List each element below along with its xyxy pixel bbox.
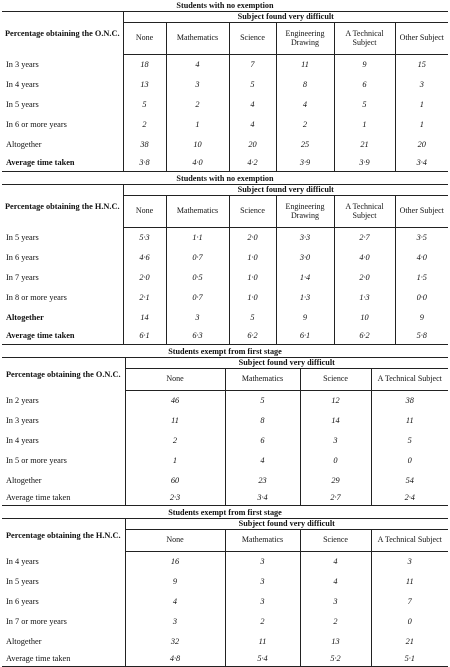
table-cell: 2 xyxy=(276,115,334,135)
column-header: A Technical Subject xyxy=(371,530,448,552)
table-hncexempt xyxy=(2,508,448,667)
group-header: Subject found very difficult xyxy=(123,185,448,196)
table-cell: 9 xyxy=(334,55,395,75)
column-header: Other Subject xyxy=(395,196,448,228)
table-cell: 3 xyxy=(300,592,371,612)
table-row xyxy=(2,135,448,155)
row-label: In 4 years xyxy=(6,80,39,89)
table-cell: 3·9 xyxy=(276,155,334,172)
table-cell: 3·3 xyxy=(276,228,334,248)
table-cell: 0·0 xyxy=(395,288,448,308)
data-table xyxy=(2,518,448,667)
table-cell: 4·8 xyxy=(125,652,225,667)
table-cell: 16 xyxy=(125,552,225,572)
table-row xyxy=(2,411,448,431)
table-row xyxy=(2,552,448,572)
table-cell: 21 xyxy=(371,632,448,652)
data-table xyxy=(2,184,448,345)
table-row xyxy=(2,55,448,75)
table-cell: 12 xyxy=(300,391,371,411)
table-cell: 4 xyxy=(125,592,225,612)
table-cell: 5 xyxy=(371,431,448,451)
table-row xyxy=(2,228,448,248)
table-cell: 5 xyxy=(225,391,300,411)
row-label: Altogether xyxy=(6,476,42,485)
table-cell: 5·2 xyxy=(300,652,371,667)
table-cell: 60 xyxy=(125,471,225,491)
column-header: Other Subject xyxy=(395,23,448,55)
table-cell: 7 xyxy=(229,55,276,75)
table-cell: 2·3 xyxy=(125,491,225,506)
table-cell: 1 xyxy=(334,115,395,135)
table-cell: 2·0 xyxy=(123,268,166,288)
table-cell: 11 xyxy=(276,55,334,75)
section-title: Students with no exemption xyxy=(176,174,274,183)
table-cell: 4 xyxy=(166,55,229,75)
table-cell: 0 xyxy=(371,612,448,632)
table-cell: 4·0 xyxy=(395,248,448,268)
table-row xyxy=(2,652,448,667)
table-row xyxy=(2,75,448,95)
table-cell: 3 xyxy=(371,552,448,572)
table-cell: 2 xyxy=(166,95,229,115)
table-row xyxy=(2,391,448,411)
group-header: Subject found very difficult xyxy=(123,12,448,23)
table-cell: 6·1 xyxy=(123,328,166,345)
row-label: Altogether xyxy=(6,637,42,646)
table-cell: 2·0 xyxy=(334,268,395,288)
column-header: A Technical Subject xyxy=(371,369,448,391)
corner-header: Percentage obtaining the O.N.C. xyxy=(4,28,120,38)
row-label: Average time taken xyxy=(2,328,123,345)
row-label: In 6 years xyxy=(6,597,39,606)
table-cell: 1 xyxy=(125,451,225,471)
column-header: A Technical Subject xyxy=(334,23,395,55)
table-cell: 3·8 xyxy=(123,155,166,172)
table-cell: 1 xyxy=(166,115,229,135)
table-cell: 11 xyxy=(125,411,225,431)
table-cell: 13 xyxy=(300,632,371,652)
table-cell: 0·5 xyxy=(166,268,229,288)
table-row xyxy=(2,572,448,592)
group-header: Subject found very difficult xyxy=(125,358,448,369)
table-cell: 2 xyxy=(125,431,225,451)
table-cell: 9 xyxy=(395,308,448,328)
table-row xyxy=(2,471,448,491)
table-cell: 3 xyxy=(166,308,229,328)
table-cell: 0 xyxy=(300,451,371,471)
table-cell: 46 xyxy=(125,391,225,411)
row-label: In 4 years xyxy=(6,557,39,566)
table-cell: 6·2 xyxy=(334,328,395,345)
column-header: Mathematics xyxy=(166,23,229,55)
table-cell: 11 xyxy=(371,572,448,592)
table-cell: 13 xyxy=(123,75,166,95)
table-cell: 4·6 xyxy=(123,248,166,268)
table-cell: 14 xyxy=(300,411,371,431)
column-header: Engineering Drawing xyxy=(276,196,334,228)
column-header: Science xyxy=(300,369,371,391)
table-cell: 2·4 xyxy=(371,491,448,506)
row-label: In 8 or more years xyxy=(6,293,67,302)
table-cell: 1·0 xyxy=(229,288,276,308)
table-cell: 38 xyxy=(371,391,448,411)
row-label: In 5 or more years xyxy=(6,456,67,465)
table-cell: 25 xyxy=(276,135,334,155)
table-cell: 3 xyxy=(300,431,371,451)
table-cell: 4 xyxy=(225,451,300,471)
column-header: None xyxy=(125,369,225,391)
table-cell: 3 xyxy=(125,612,225,632)
table-cell: 3·0 xyxy=(276,248,334,268)
row-label: In 7 years xyxy=(6,273,39,282)
column-header: Mathematics xyxy=(225,369,300,391)
table-cell: 10 xyxy=(166,135,229,155)
section-title: Students exempt from first stage xyxy=(168,508,282,517)
table-cell: 2·7 xyxy=(300,491,371,506)
table-cell: 8 xyxy=(225,411,300,431)
table-cell: 5·3 xyxy=(123,228,166,248)
row-label: Average time taken xyxy=(2,155,123,172)
table-cell: 18 xyxy=(123,55,166,75)
table-cell: 8 xyxy=(276,75,334,95)
table-row xyxy=(2,451,448,471)
table-cell: 1·3 xyxy=(334,288,395,308)
corner-header: Percentage obtaining the O.N.C. xyxy=(5,369,121,379)
table-oncexempt xyxy=(2,347,448,506)
column-header: Science xyxy=(229,23,276,55)
section-title: Students with no exemption xyxy=(176,1,274,10)
table-cell: 7 xyxy=(371,592,448,612)
table-cell: 6 xyxy=(334,75,395,95)
table-cell: 21 xyxy=(334,135,395,155)
table-cell: 2 xyxy=(225,612,300,632)
table-cell: 1 xyxy=(395,95,448,115)
table-cell: 5 xyxy=(229,308,276,328)
table-cell: 3·9 xyxy=(334,155,395,172)
table-cell: 14 xyxy=(123,308,166,328)
table-hncnoexempt xyxy=(2,174,448,345)
table-cell: 1·1 xyxy=(166,228,229,248)
table-cell: 2·0 xyxy=(229,228,276,248)
document-page xyxy=(2,1,448,667)
section-title: Students exempt from first stage xyxy=(168,347,282,356)
table-cell: 11 xyxy=(371,411,448,431)
table-cell: 2·1 xyxy=(123,288,166,308)
table-cell: 20 xyxy=(395,135,448,155)
row-label: Average time taken xyxy=(2,652,125,667)
table-row xyxy=(2,632,448,652)
table-cell: 6·1 xyxy=(276,328,334,345)
table-cell: 6·2 xyxy=(229,328,276,345)
table-cell: 3 xyxy=(225,592,300,612)
table-cell: 1·5 xyxy=(395,268,448,288)
table-cell: 9 xyxy=(276,308,334,328)
column-header: Science xyxy=(229,196,276,228)
table-cell: 9 xyxy=(125,572,225,592)
table-cell: 6 xyxy=(225,431,300,451)
table-cell: 3 xyxy=(225,552,300,572)
corner-header: Percentage obtaining the H.N.C. xyxy=(5,530,121,540)
column-header: Mathematics xyxy=(166,196,229,228)
table-cell: 5·4 xyxy=(225,652,300,667)
column-header: Mathematics xyxy=(225,530,300,552)
table-cell: 3 xyxy=(395,75,448,95)
table-cell: 32 xyxy=(125,632,225,652)
table-cell: 0·7 xyxy=(166,248,229,268)
table-row xyxy=(2,592,448,612)
row-label: Altogether xyxy=(6,313,44,322)
column-header: None xyxy=(123,196,166,228)
table-cell: 4·0 xyxy=(166,155,229,172)
group-header: Subject found very difficult xyxy=(125,519,448,530)
row-label: In 6 years xyxy=(6,253,39,262)
table-row xyxy=(2,288,448,308)
row-label: In 3 years xyxy=(6,60,39,69)
data-table xyxy=(2,11,448,172)
row-label: In 5 years xyxy=(6,233,39,242)
column-header: A Technical Subject xyxy=(334,196,395,228)
table-cell: 4 xyxy=(276,95,334,115)
table-cell: 2·7 xyxy=(334,228,395,248)
table-cell: 1·3 xyxy=(276,288,334,308)
table-cell: 4 xyxy=(300,572,371,592)
table-cell: 11 xyxy=(225,632,300,652)
table-cell: 3 xyxy=(225,572,300,592)
table-cell: 10 xyxy=(334,308,395,328)
table-row xyxy=(2,612,448,632)
table-cell: 0 xyxy=(371,451,448,471)
table-cell: 5·8 xyxy=(395,328,448,345)
row-label: In 4 years xyxy=(6,436,39,445)
table-cell: 54 xyxy=(371,471,448,491)
table-oncnoexempt xyxy=(2,1,448,172)
table-cell: 1 xyxy=(395,115,448,135)
table-cell: 20 xyxy=(229,135,276,155)
table-cell: 38 xyxy=(123,135,166,155)
table-cell: 4·0 xyxy=(334,248,395,268)
row-label: In 5 years xyxy=(6,577,39,586)
table-row xyxy=(2,328,448,345)
table-row xyxy=(2,95,448,115)
table-row xyxy=(2,308,448,328)
row-label: In 5 years xyxy=(6,100,39,109)
table-cell: 1·4 xyxy=(276,268,334,288)
table-cell: 4·2 xyxy=(229,155,276,172)
row-label: In 7 or more years xyxy=(6,617,67,626)
table-cell: 15 xyxy=(395,55,448,75)
table-cell: 2 xyxy=(123,115,166,135)
table-cell: 4 xyxy=(229,115,276,135)
table-cell: 5 xyxy=(334,95,395,115)
table-row xyxy=(2,115,448,135)
column-header: None xyxy=(123,23,166,55)
table-row xyxy=(2,491,448,506)
table-cell: 3·5 xyxy=(395,228,448,248)
table-row xyxy=(2,268,448,288)
table-row xyxy=(2,155,448,172)
column-header: None xyxy=(125,530,225,552)
table-cell: 0·7 xyxy=(166,288,229,308)
table-cell: 5 xyxy=(123,95,166,115)
table-cell: 3·4 xyxy=(395,155,448,172)
row-label: In 2 years xyxy=(6,396,39,405)
table-cell: 4 xyxy=(300,552,371,572)
row-label: Altogether xyxy=(6,140,42,149)
table-cell: 4 xyxy=(229,95,276,115)
table-row xyxy=(2,248,448,268)
corner-header: Percentage obtaining the H.N.C. xyxy=(4,201,120,211)
column-header: Engineering Drawing xyxy=(276,23,334,55)
table-cell: 29 xyxy=(300,471,371,491)
row-label: Average time taken xyxy=(2,491,125,506)
table-cell: 5 xyxy=(229,75,276,95)
table-cell: 1·0 xyxy=(229,248,276,268)
table-cell: 23 xyxy=(225,471,300,491)
table-row xyxy=(2,431,448,451)
data-table xyxy=(2,357,448,506)
column-header: Science xyxy=(300,530,371,552)
table-cell: 6·3 xyxy=(166,328,229,345)
table-cell: 3·4 xyxy=(225,491,300,506)
table-cell: 1·0 xyxy=(229,268,276,288)
table-cell: 2 xyxy=(300,612,371,632)
table-cell: 3 xyxy=(166,75,229,95)
table-cell: 5·1 xyxy=(371,652,448,667)
row-label: In 6 or more years xyxy=(6,120,67,129)
row-label: In 3 years xyxy=(6,416,39,425)
